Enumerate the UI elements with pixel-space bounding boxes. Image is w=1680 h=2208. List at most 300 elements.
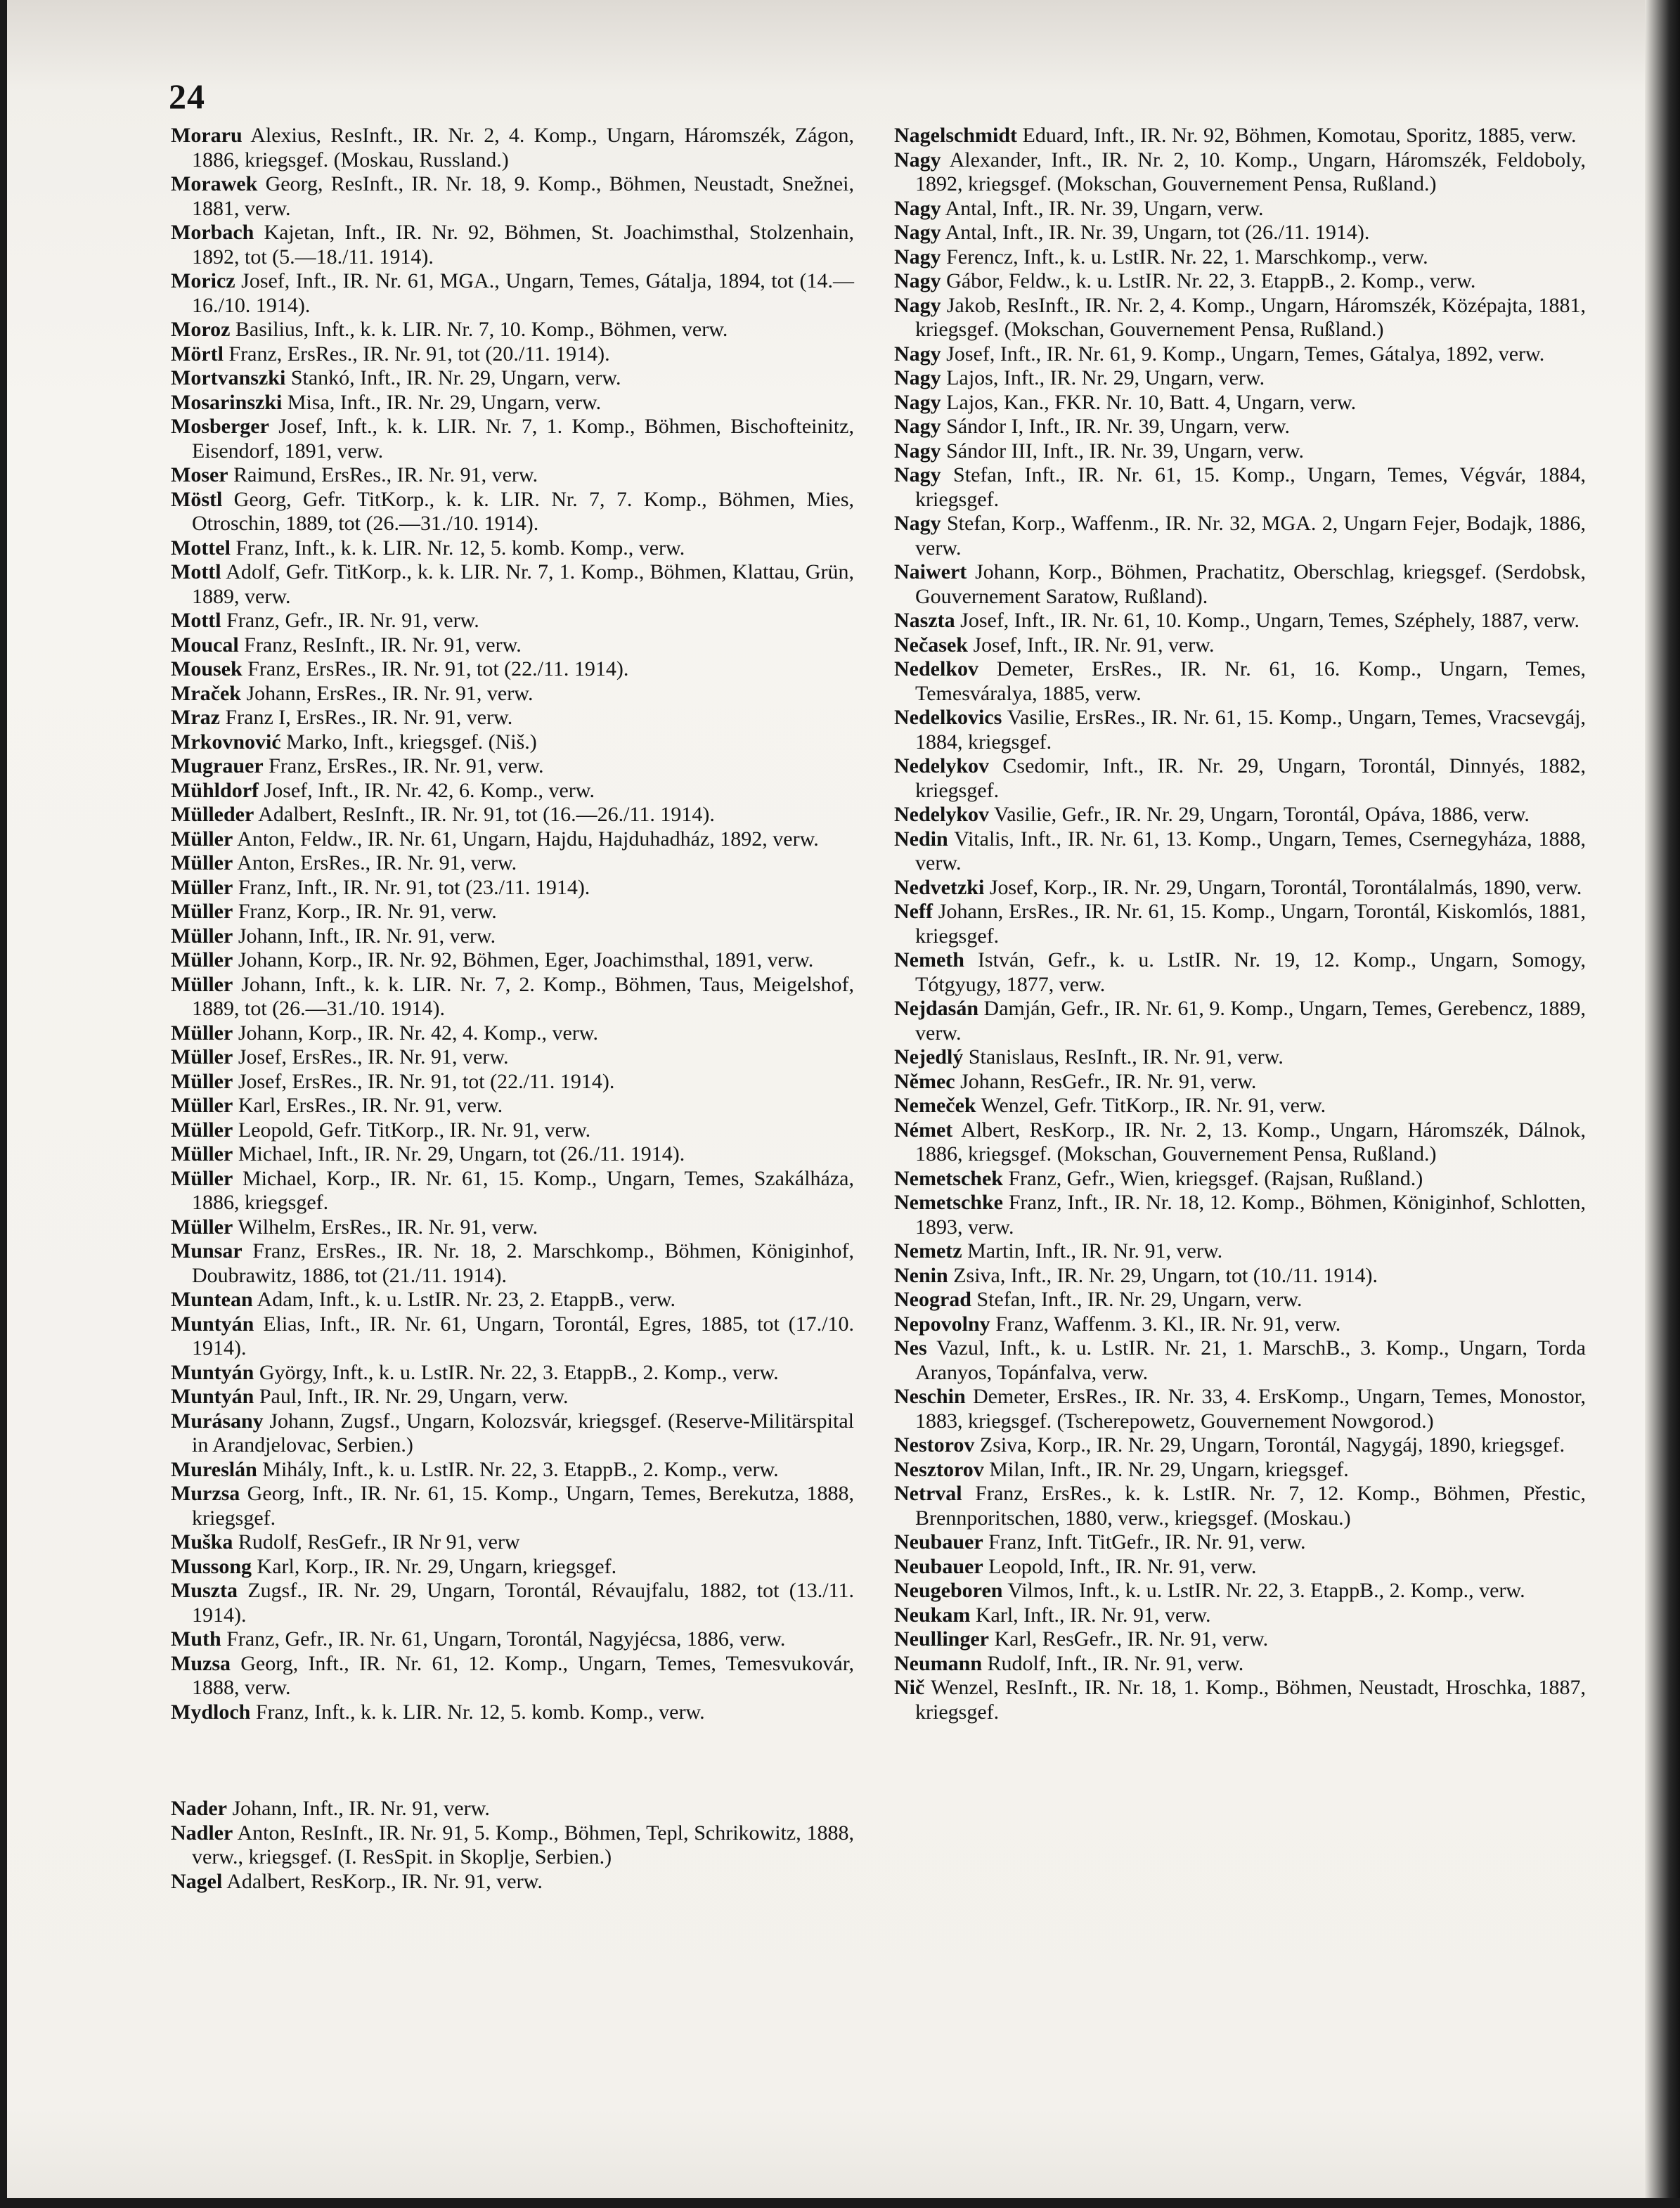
list-item [171,1118,854,1143]
entry-name: Nedvetzki [894,875,985,899]
entry-name: Nejdasán [894,997,979,1020]
entry-text: Lajos, Inft., IR. Nr. 29, Ungarn, verw. [946,366,1265,389]
entry-text: Stankó, Inft., IR. Nr. 29, Ungarn, verw. [290,366,621,389]
entry-name: Nemetschke [894,1191,1003,1214]
entry-text: Josef, ErsRes., IR. Nr. 91, verw. [238,1045,509,1069]
scan-edge-right [1645,0,1680,2208]
entry-name: Nagy [894,269,941,292]
list-item [171,124,854,172]
entry-name: Nagy [894,293,941,317]
right-column [894,124,1586,1724]
entry-name: Muzsa [171,1651,231,1675]
list-item [171,1627,854,1652]
list-item [171,488,854,536]
entry-name: Mottl [171,560,221,583]
list-item [171,1870,854,1894]
entry-text: Vasilie, ErsRes., IR. Nr. 61, 15. Komp., Ungarn, Temes, Vracsevgáj, 1884, kriegsgef. [915,706,1586,754]
list-item [894,1094,1586,1118]
list-item [894,1433,1586,1458]
page-number: 24 [169,77,205,116]
list-item [894,803,1586,827]
list-item [894,197,1586,221]
list-item [171,657,854,682]
entry-text: Wenzel, ResInft., IR. Nr. 18, 1. Komp., Böhmen, Neustadt, Hroschka, 1887, kriegsgef. [915,1676,1586,1724]
list-item [171,1021,854,1046]
list-item [894,876,1586,900]
list-item [171,366,854,391]
entry-text: Milan, Inft., IR. Nr. 29, Ungarn, kriegsgef. [989,1457,1349,1481]
entry-text: Martin, Inft., IR. Nr. 91, verw. [967,1239,1223,1263]
list-item [894,1336,1586,1385]
entry-text: Johann, Inft., k. k. LIR. Nr. 7, 2. Komp., Böhmen, Taus, Meigelshof, 1889, tot (26.—31./10. 1914). [192,972,854,1020]
list-item [171,342,854,367]
entry-text: Josef, Inft., k. k. LIR. Nr. 7, 1. Komp., Böhmen, Bischofteinitz, Eisendorf, 1891, verw. [192,415,854,463]
list-item [894,415,1586,439]
list-item [171,827,854,852]
entry-text: Franz I, ErsRes., IR. Nr. 91, verw. [225,706,513,729]
list-item [894,1627,1586,1652]
entry-text: Johann, ErsRes., IR. Nr. 91, verw. [246,681,534,705]
entry-text: Demeter, ErsRes., IR. Nr. 61, 16. Komp., Ungarn, Temes, Temesváralya, 1885, verw. [915,657,1586,705]
list-item [171,1652,854,1700]
left-column-m-entries [171,124,854,1724]
entry-name: Nagy [894,366,941,389]
entry-name: Mousek [171,657,243,680]
entry-name: Murásany [171,1409,264,1433]
list-item [894,1555,1586,1580]
entry-text: Michael, Korp., IR. Nr. 61, 15. Komp., Ungarn, Temes, Szakálháza, 1886, kriegsgef. [192,1166,854,1214]
entry-name: Netrval [894,1482,962,1505]
entry-text: Franz, Inft. TitGefr., IR. Nr. 91, verw. [988,1530,1306,1554]
entry-name: Mörtl [171,342,224,366]
entry-text: Misa, Inft., IR. Nr. 29, Ungarn, verw. [287,390,602,414]
entry-name: Moroz [171,318,231,341]
list-item [171,1239,854,1288]
list-item [894,706,1586,754]
list-item [894,827,1586,876]
entry-text: Karl, ResGefr., IR. Nr. 91, verw. [994,1627,1269,1651]
entry-name: Mraček [171,681,241,705]
list-item [894,366,1586,391]
entry-name: Mosberger [171,415,269,438]
entry-name: Neff [894,900,933,923]
list-item [894,294,1586,342]
list-item [171,851,854,876]
entry-name: Nagel [171,1869,223,1893]
list-item [171,1579,854,1627]
entry-name: Nič [894,1676,925,1699]
list-item [894,609,1586,633]
entry-name: Nemetz [894,1239,962,1263]
entry-text: Vazul, Inft., k. u. LstIR. Nr. 21, 1. MarschB., 3. Komp., Ungarn, Torda Aranyos, Topánfalva, verw. [915,1336,1586,1384]
entry-name: Nestorov [894,1433,975,1457]
list-item [171,779,854,803]
entry-text: Franz, ErsRes., IR. Nr. 91, tot (20./11. 1914). [228,342,610,366]
entry-name: Mureslán [171,1457,257,1481]
list-item [894,463,1586,512]
entry-text: Josef, Inft., IR. Nr. 61, MGA., Ungarn, Temes, Gátalja, 1894, tot (14.—16./10. 1914). [192,269,854,317]
entry-text: Franz, Waffenm. 3. Kl., IR. Nr. 91, verw. [995,1312,1341,1336]
entry-text: István, Gefr., k. u. LstIR. Nr. 19, 12. Komp., Ungarn, Somogy, Tótgyugy, 1877, verw. [915,948,1587,996]
list-item [894,1458,1586,1483]
list-item [894,1385,1586,1433]
entry-name: Nagy [894,342,941,366]
entry-name: Nedelkov [894,657,978,680]
list-item [171,391,854,415]
entry-name: Nagelschmidt [894,124,1017,147]
entry-text: Antal, Inft., IR. Nr. 39, Ungarn, verw. [945,196,1264,220]
entry-text: Johann, ResGefr., IR. Nr. 91, verw. [960,1069,1257,1093]
entry-name: Nagy [894,148,941,172]
entry-name: Muntyán [171,1385,254,1408]
list-item [171,1821,854,1870]
entry-name: Neullinger [894,1627,989,1651]
entry-text: Stefan, Korp., Waffenm., IR. Nr. 32, MGA. 2, Ungarn Fejer, Bodajk, 1886, verw. [915,512,1586,560]
entry-text: Wenzel, Gefr. TitKorp., IR. Nr. 91, verw. [981,1094,1326,1117]
entry-text: Leopold, Inft., IR. Nr. 91, verw. [988,1554,1257,1578]
entry-text: Lajos, Kan., FKR. Nr. 10, Batt. 4, Ungarn, verw. [946,390,1357,414]
entry-name: Mottel [171,536,231,560]
scan-edge-bottom [0,2198,1680,2208]
entry-text: Zugsf., IR. Nr. 29, Ungarn, Torontál, Révaujfalu, 1882, tot (13./11. 1914). [192,1579,855,1627]
entry-text: Zsiva, Inft., IR. Nr. 29, Ungarn, tot (10./11. 1914). [953,1263,1378,1287]
list-item [171,463,854,488]
entry-text: Basilius, Inft., k. k. LIR. Nr. 7, 10. Komp., Böhmen, verw. [235,318,728,341]
entry-name: Nedelykov [894,803,989,826]
list-item [894,1167,1586,1192]
list-item [171,924,854,949]
entry-text: Johann, Zugsf., Ungarn, Kolozsvár, kriegsgef. (Reserve-Militärspital in Arandjelovac, Serbien.) [192,1409,854,1457]
entry-text: Rudolf, Inft., IR. Nr. 91, verw. [987,1651,1244,1675]
entry-text: Johann, Korp., IR. Nr. 42, 4. Komp., verw. [238,1021,598,1045]
list-item [171,1288,854,1312]
entry-text: Leopold, Gefr. TitKorp., IR. Nr. 91, verw. [238,1118,591,1142]
entry-text: György, Inft., k. u. LstIR. Nr. 22, 3. EtappB., 2. Komp., verw. [259,1360,779,1384]
entry-name: Muth [171,1627,221,1651]
entry-text: Kajetan, Inft., IR. Nr. 92, Böhmen, St. Joachimsthal, Stolzenhain, 1892, tot (5.—18./11. 1914). [192,221,854,269]
list-item [894,1312,1586,1337]
entry-text: Karl, Inft., IR. Nr. 91, verw. [975,1603,1211,1627]
list-item [894,657,1586,706]
entry-name: Nagy [894,463,941,486]
entry-name: Naiwert [894,560,967,583]
entry-name: Mosarinszki [171,390,283,414]
list-item [894,1603,1586,1628]
entry-name: Moser [171,463,228,486]
entry-text: Josef, ErsRes., IR. Nr. 91, tot (22./11. 1914). [238,1069,615,1093]
entry-text: Vilmos, Inft., k. u. LstIR. Nr. 22, 3. EtappB., 2. Komp., verw. [1007,1579,1525,1602]
list-item [894,948,1586,997]
entry-name: Müller [171,972,233,996]
entry-name: Nagy [894,245,941,269]
entry-name: Mottl [171,609,221,632]
list-item [894,1676,1586,1724]
list-item [171,609,854,633]
entry-text: Damján, Gefr., IR. Nr. 61, 9. Komp., Ungarn, Temes, Gerebencz, 1889, verw. [915,997,1586,1045]
entry-text: Franz, ErsRes., IR. Nr. 91, verw. [269,754,544,777]
entry-text: Georg, Inft., IR. Nr. 61, 12. Komp., Ungarn, Temes, Temesvukovár, 1888, verw. [192,1651,855,1699]
list-item [171,221,854,269]
entry-name: Mortvanszki [171,366,286,389]
entry-name: Moucal [171,633,239,657]
list-item [171,1045,854,1070]
entry-name: Moricz [171,269,235,292]
entry-text: Johann, Inft., IR. Nr. 91, verw. [238,924,496,948]
entry-name: Neograd [894,1288,971,1311]
entry-name: Neumann [894,1651,983,1675]
entry-text: Jakob, ResInft., IR. Nr. 2, 4. Komp., Ungarn, Háromszék, Középajta, 1881, kriegsgef. (Mokschan, Gouvernement Pensa, Rußland.) [915,293,1586,341]
entry-name: Müller [171,900,233,923]
entry-text: Johann, Inft., IR. Nr. 91, verw. [232,1797,490,1820]
list-item [171,1797,854,1821]
scan-edge-left [0,0,7,2208]
list-item [894,1118,1586,1167]
entry-text: Franz, Gefr., IR. Nr. 91, verw. [226,609,479,632]
entry-name: Mühldorf [171,778,259,802]
list-item [171,948,854,973]
entry-text: Adalbert, ResInft., IR. Nr. 91, tot (16.—26./11. 1914). [258,803,715,826]
entry-text: Anton, Feldw., IR. Nr. 61, Ungarn, Hajdu, Hajduhadház, 1892, verw. [237,827,819,851]
list-item [171,1361,854,1386]
list-item [171,730,854,755]
entry-text: Alexander, Inft., IR. Nr. 2, 10. Komp., Ungarn, Háromszék, Feldoboly, 1892, kriegsgef. (Mokschan, Gouvernement Pensa, Rußland.) [915,148,1586,195]
entry-text: Adam, Inft., k. u. LstIR. Nr. 23, 2. EtappB., verw. [257,1288,676,1311]
entry-text: Johann, Korp., Böhmen, Prachatitz, Oberschlag, kriegsgef. (Serdobsk, Gouvernement Saratow, Rußland). [915,560,1586,608]
entry-name: Muška [171,1530,233,1554]
entry-text: Franz, Inft., k. k. LIR. Nr. 12, 5. komb. Komp., verw. [235,536,685,560]
list-item [171,1458,854,1483]
list-item [894,560,1586,609]
entry-text: Paul, Inft., IR. Nr. 29, Ungarn, verw. [259,1385,569,1408]
list-item [894,1579,1586,1603]
entry-name: Nedin [894,827,948,851]
entry-text: Sándor III, Inft., IR. Nr. 39, Ungarn, verw. [946,439,1304,463]
entry-name: Nader [171,1797,227,1820]
list-item [894,512,1586,560]
entry-text: Antal, Inft., IR. Nr. 39, Ungarn, tot (26./11. 1914). [945,221,1370,244]
list-item [894,1264,1586,1289]
entry-text: Gábor, Feldw., k. u. LstIR. Nr. 22, 3. EtappB., 2. Komp., verw. [946,269,1476,292]
entry-name: Müller [171,948,233,971]
entry-text: Marko, Inft., kriegsgef. (Niš.) [286,730,537,754]
entry-text: Franz, Gefr., Wien, kriegsgef. (Rajsan, Rußland.) [1008,1166,1423,1190]
list-item [171,973,854,1021]
entry-name: Müller [171,1118,233,1142]
entry-name: Nagy [894,439,941,463]
entry-text: Georg, Inft., IR. Nr. 61, 15. Komp., Ungarn, Temes, Berekutza, 1888, kriegsgef. [192,1482,855,1530]
entry-name: Neubauer [894,1554,983,1578]
list-item [171,900,854,924]
list-item [894,633,1586,658]
list-item [171,172,854,221]
list-item [171,754,854,779]
entry-name: Mydloch [171,1700,251,1724]
list-item [894,1045,1586,1070]
entry-name: Nepovolny [894,1312,990,1336]
entry-text: Eduard, Inft., IR. Nr. 92, Böhmen, Komotau, Sporitz, 1885, verw. [1022,124,1577,147]
entry-name: Nagy [894,390,941,414]
entry-name: Munsar [171,1239,243,1263]
entry-text: Josef, Korp., IR. Nr. 29, Ungarn, Torontál, Torontálalmás, 1890, verw. [989,875,1582,899]
entry-text: Mihály, Inft., k. u. LstIR. Nr. 22, 3. EtappB., 2. Komp., verw. [262,1457,779,1481]
entry-text: Zsiva, Korp., IR. Nr. 29, Ungarn, Torontál, Nagygáj, 1890, kriegsgef. [979,1433,1565,1457]
entry-text: Josef, Inft., IR. Nr. 91, verw. [973,633,1215,657]
entry-name: Nesztorov [894,1457,984,1481]
list-item [171,1555,854,1580]
list-item [171,1167,854,1215]
entry-name: Nemeth [894,948,964,971]
list-item [894,997,1586,1045]
entry-name: Nečasek [894,633,968,657]
entry-text: Adalbert, ResKorp., IR. Nr. 91, verw. [226,1869,543,1893]
entry-text: Albert, ResKorp., IR. Nr. 2, 13. Komp., Ungarn, Háromszék, Dálnok, 1886, kriegsgef. (Mokschan, Gouvernement Pensa, Rußland.) [915,1118,1586,1166]
entry-name: Morawek [171,172,258,195]
entry-name: Neschin [894,1385,966,1408]
entry-name: Nagy [894,512,941,535]
list-item [894,900,1586,948]
entry-text: Franz, Inft., k. k. LIR. Nr. 12, 5. komb. Komp., verw. [255,1700,705,1724]
entry-text: Franz, ErsRes., IR. Nr. 18, 2. Marschkomp., Böhmen, Königinhof, Doubrawitz, 1886, tot (21./11. 1914). [192,1239,855,1287]
list-item [171,1385,854,1409]
list-item [171,269,854,318]
entry-name: Nemetschek [894,1166,1003,1190]
left-column [171,124,854,1894]
entry-name: Muntyán [171,1312,254,1336]
entry-name: Nagy [894,196,941,220]
entry-name: Morbach [171,221,254,244]
list-item [171,803,854,827]
list-item [894,124,1586,148]
section-gap [171,1724,854,1797]
list-item [894,269,1586,294]
entry-text: Adolf, Gefr. TitKorp., k. k. LIR. Nr. 7, 1. Komp., Böhmen, Klattau, Grün, 1889, verw. [192,560,854,608]
list-item [894,1288,1586,1312]
entry-text: Raimund, ErsRes., IR. Nr. 91, verw. [233,463,538,486]
entry-text: Georg, Gefr. TitKorp., k. k. LIR. Nr. 7, 7. Komp., Böhmen, Mies, Otroschin, 1889, tot (26.—31./10. 1914). [192,487,854,535]
entry-name: Nedelykov [894,754,989,777]
entry-name: Müller [171,1094,233,1117]
entry-name: Müller [171,1021,233,1045]
entry-text: Josef, Inft., IR. Nr. 42, 6. Komp., verw. [264,778,595,802]
entry-text: Franz, ResInft., IR. Nr. 91, verw. [244,633,522,657]
list-item [171,876,854,900]
entry-text: Franz, Korp., IR. Nr. 91, verw. [238,900,497,923]
entry-name: Nedelkovics [894,706,1002,729]
list-item [171,1700,854,1725]
list-item [171,1142,854,1167]
list-item [171,682,854,706]
list-item [894,1191,1586,1239]
entry-text: Franz, ErsRes., k. k. LstIR. Nr. 7, 12. Komp., Böhmen, Přestic, Brennporitschen, 1880, verw., kriegsgef. (Moskau.) [915,1482,1586,1530]
entry-name: Němec [894,1069,955,1093]
entry-name: Müller [171,851,233,874]
entry-name: Müller [171,875,233,899]
entry-text: Franz, ErsRes., IR. Nr. 91, tot (22./11. 1914). [247,657,629,680]
list-item [171,1312,854,1361]
list-item [171,415,854,463]
entry-text: Georg, ResInft., IR. Nr. 18, 9. Komp., Böhmen, Neustadt, Snežnei, 1881, verw. [192,172,855,220]
list-item [894,1482,1586,1530]
entry-name: Mugrauer [171,754,264,777]
entry-text: Michael, Inft., IR. Nr. 29, Ungarn, tot (26./11. 1914). [238,1142,685,1166]
entry-text: Josef, Inft., IR. Nr. 61, 10. Komp., Ungarn, Temes, Széphely, 1887, verw. [960,609,1579,632]
entry-text: Vitalis, Inft., IR. Nr. 61, 13. Komp., Ungarn, Temes, Csernegyháza, 1888, verw. [915,827,1587,874]
entry-name: Neugeboren [894,1579,1003,1602]
entry-text: Stefan, Inft., IR. Nr. 61, 15. Komp., Ungarn, Temes, Végvár, 1884, kriegsgef. [915,463,1586,511]
list-item [894,221,1586,245]
entry-name: Müller [171,924,233,948]
left-column-n-entries [171,1797,854,1894]
entry-name: Nagy [894,221,941,244]
entry-text: Alexius, ResInft., IR. Nr. 2, 4. Komp., Ungarn, Háromszék, Zágon, 1886, kriegsgef. (Moskau, Russland.) [192,124,854,172]
entry-name: Nenin [894,1263,948,1287]
entry-name: Nagy [894,415,941,438]
entry-name: Müller [171,827,233,851]
entry-text: Sándor I, Inft., IR. Nr. 39, Ungarn, verw. [946,415,1290,438]
entry-text: Karl, Korp., IR. Nr. 29, Ungarn, kriegsgef. [257,1554,617,1578]
list-item [894,439,1586,464]
entry-text: Franz, Gefr., IR. Nr. 61, Ungarn, Torontál, Nagyjécsa, 1886, verw. [226,1627,786,1651]
list-item [894,1239,1586,1264]
list-item [171,1530,854,1555]
list-item [171,560,854,609]
entry-name: Müller [171,1215,233,1239]
entry-text: Franz, Inft., IR. Nr. 91, tot (23./11. 1914). [238,875,590,899]
entry-name: Murzsa [171,1482,240,1505]
entry-text: Demeter, ErsRes., IR. Nr. 33, 4. ErsKomp., Ungarn, Temes, Monostor, 1883, kriegsgef. (Tscherepowetz, Gouvernement Nowgorod.) [915,1385,1586,1433]
list-item [894,1652,1586,1677]
list-item [894,1070,1586,1095]
entry-text: Anton, ErsRes., IR. Nr. 91, verw. [237,851,517,874]
entry-text: Johann, ErsRes., IR. Nr. 61, 15. Komp., Ungarn, Torontál, Kiskomlós, 1881, kriegsgef. [915,900,1586,948]
entry-name: Neukam [894,1603,971,1627]
list-item [171,1482,854,1530]
entry-name: Möstl [171,487,223,511]
entry-name: Nes [894,1336,927,1360]
entry-name: Müller [171,1166,233,1190]
entry-name: Muszta [171,1579,238,1602]
entry-name: Mrkovnović [171,730,281,754]
list-item [171,1070,854,1095]
entry-text: Anton, ResInft., IR. Nr. 91, 5. Komp., Böhmen, Tepl, Schrikowitz, 1888, verw., kriegsgef. (I. ResSpit. in Skoplje, Serbien.) [192,1821,854,1868]
entry-name: Nadler [171,1821,233,1845]
entry-text: Karl, ErsRes., IR. Nr. 91, verw. [238,1094,503,1117]
entry-name: Naszta [894,609,955,632]
entry-text: Csedomir, Inft., IR. Nr. 29, Ungarn, Torontál, Dinnyés, 1882, kriegsgef. [915,754,1587,802]
list-item [894,342,1586,367]
entry-text: Josef, Inft., IR. Nr. 61, 9. Komp., Ungarn, Temes, Gátalya, 1892, verw. [946,342,1545,366]
entry-name: Müller [171,1069,233,1093]
entry-text: Wilhelm, ErsRes., IR. Nr. 91, verw. [238,1215,538,1239]
list-item [171,318,854,342]
list-item [171,1094,854,1118]
list-item [894,754,1586,803]
entry-text: Vasilie, Gefr., IR. Nr. 29, Ungarn, Torontál, Opáva, 1886, verw. [993,803,1530,826]
list-item [171,706,854,730]
entry-text: Stanislaus, ResInft., IR. Nr. 91, verw. [968,1045,1284,1069]
entry-name: Mussong [171,1554,252,1578]
entry-name: Muntyán [171,1360,254,1384]
entry-name: Müller [171,1142,233,1166]
entry-name: Német [894,1118,953,1142]
entry-name: Mülleder [171,803,254,826]
list-item [171,1215,854,1240]
entry-name: Neubauer [894,1530,983,1554]
entry-text: Stefan, Inft., IR. Nr. 29, Ungarn, verw. [976,1288,1303,1311]
list-item [894,391,1586,415]
list-item [894,1530,1586,1555]
list-item [894,148,1586,197]
